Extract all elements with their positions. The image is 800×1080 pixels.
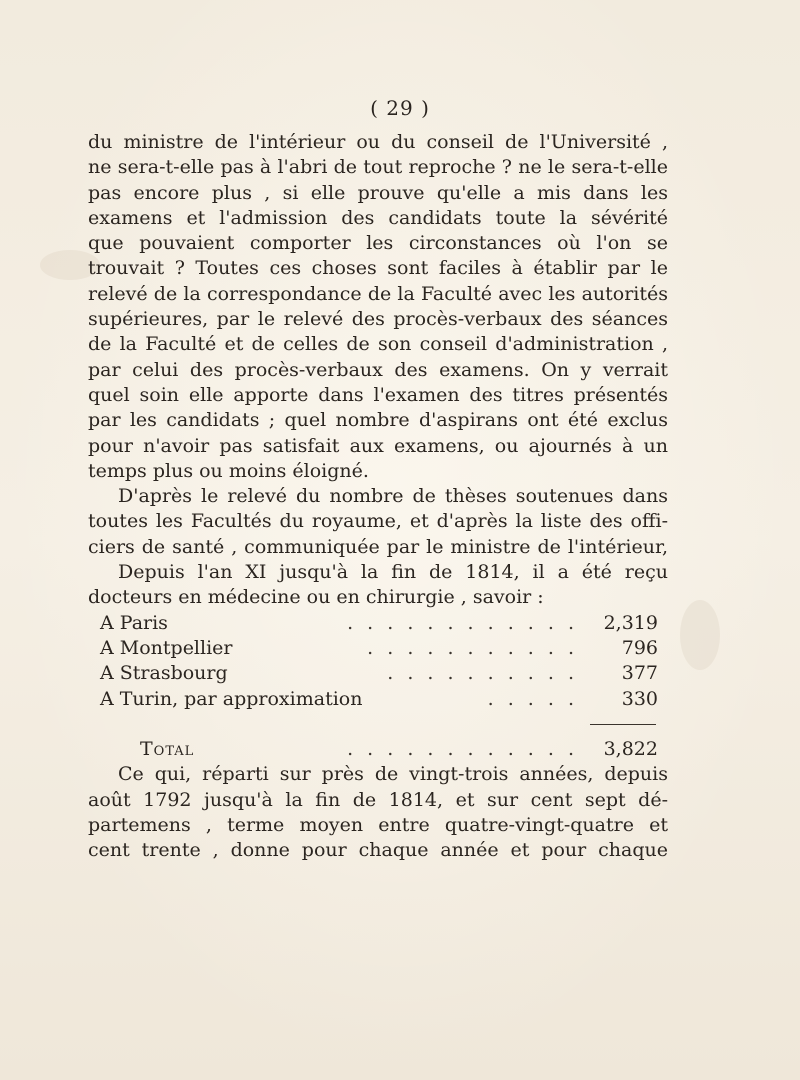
- total-divider: [590, 724, 656, 725]
- text-line: supérieures, par le relevé des procès-verbaux des séances: [88, 308, 668, 331]
- total-rule-row: [88, 712, 668, 737]
- doctors-table: [88, 611, 668, 763]
- text-line: temps plus ou moins éloigné.: [88, 459, 369, 482]
- row-label: A Paris: [100, 611, 168, 634]
- leader-dots: . . . . . . . . . . . .: [347, 611, 578, 634]
- row-value: 796: [621, 636, 658, 659]
- text-line: ciers de santé , communiquée par le ministre de l'intérieur,: [88, 535, 668, 558]
- text-line: cent trente , donne pour chaque année et pour chaque: [88, 839, 668, 862]
- text-line: du ministre de l'intérieur ou du conseil de l'Université ,: [88, 131, 668, 153]
- total-value: 3,822: [603, 738, 658, 761]
- text-line: que pouvaient comporter les circonstances où l'on se: [88, 232, 668, 255]
- text-line: pas encore plus , si elle prouve qu'elle a mis dans les: [88, 181, 668, 204]
- row-label: A Montpellier: [100, 636, 233, 659]
- row-label: A Turin, par approximation: [100, 687, 363, 710]
- text-line: quel soin elle apporte dans l'examen des titres présentés: [88, 383, 668, 406]
- paragraph: [88, 130, 668, 484]
- row-value: 377: [621, 662, 658, 685]
- leader-dots: . . . . . . . . . .: [387, 662, 578, 685]
- row-value: 330: [621, 687, 658, 710]
- paragraph: [88, 560, 668, 611]
- paper-stain: [680, 600, 720, 670]
- text-line: Depuis l'an XI jusqu'à la fin de 1814, il a été reçu: [118, 561, 668, 584]
- text-line: examens et l'admission des candidats toute la sévérité: [88, 206, 668, 229]
- table-row: [88, 611, 668, 636]
- page-number: ( 29 ): [370, 96, 430, 120]
- body-text: [88, 130, 668, 864]
- text-line: ne sera-t-elle pas à l'abri de tout reproche ? ne le sera-t-elle: [88, 156, 668, 179]
- text-line: trouvait ? Toutes ces choses sont faciles à établir par le: [88, 257, 668, 280]
- text-line: par celui des procès-verbaux des examens. On y verrait: [88, 358, 668, 381]
- paragraph: [88, 484, 668, 560]
- text-line: pour n'avoir pas satisfait aux examens, ou ajournés à un: [88, 434, 668, 457]
- text-line: relevé de la correspondance de la Faculté avec les autorités: [88, 282, 668, 305]
- paragraph: [88, 762, 668, 863]
- text-line: Ce qui, réparti sur près de vingt-trois années, depuis: [118, 763, 668, 786]
- row-label: A Strasbourg: [100, 662, 228, 685]
- text-line: par les candidats ; quel nombre d'aspirans ont été exclus: [88, 409, 668, 432]
- table-row: [88, 636, 668, 661]
- total-row: [88, 737, 668, 762]
- table-row: [88, 687, 668, 712]
- leader-dots: . . . . . . . . . . .: [367, 636, 578, 659]
- text-line: D'après le relevé du nombre de thèses soutenues dans: [118, 485, 668, 508]
- text-line: août 1792 jusqu'à la fin de 1814, et sur cent sept dé-: [88, 788, 668, 811]
- text-line: toutes les Facultés du royaume, et d'après la liste des offi-: [88, 510, 668, 533]
- leader-dots: . . . . .: [487, 687, 578, 710]
- text-line: docteurs en médecine ou en chirurgie , savoir :: [88, 586, 544, 609]
- text-line: partemens , terme moyen entre quatre-vingt-quatre et: [88, 814, 668, 837]
- row-value: 2,319: [603, 611, 658, 634]
- leader-dots: . . . . . . . . . . . .: [347, 738, 578, 761]
- text-line: de la Faculté et de celles de son conseil d'administration ,: [88, 333, 668, 356]
- table-row: [88, 661, 668, 686]
- total-label: Total: [140, 738, 195, 761]
